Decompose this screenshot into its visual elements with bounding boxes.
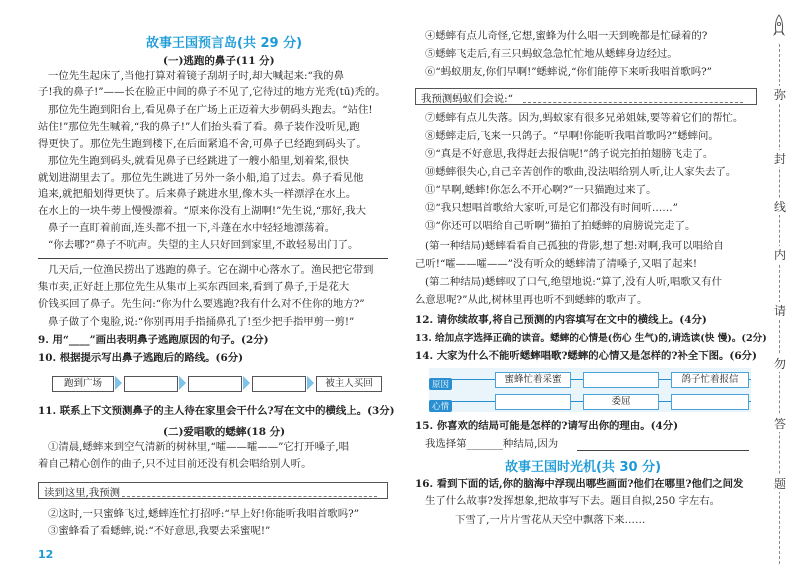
story2-line: ④蟋蟀有点儿奇怪,它想,蜜蜂为什么唱一天到晚都是忙碌着的?	[425, 30, 708, 42]
flow-end-box: 被主人买回	[316, 376, 382, 392]
question-15: 15. 你喜欢的结局可能是怎样的?请写出你的理由。(4分)	[415, 420, 679, 432]
flow-blank-box[interactable]	[188, 376, 242, 392]
flow-blank-box[interactable]	[252, 376, 306, 392]
story2-line: ⑦蟋蟀有点儿失落。因为,蚂蚁家有很多兄弟姐妹,要等着它们的帮忙。	[425, 112, 744, 124]
page-number: 12	[38, 548, 54, 561]
story1-line: 一位先生起床了,当他打算对着镜子刮胡子时,却大喊起来:“我的鼻	[48, 70, 344, 82]
question-10: 10. 根据提示写出鼻子逃跑后的路线。(6分)	[38, 352, 244, 364]
story1-line: 站住!”那位先生喊着,“我的鼻子!”人们抬头看了看。鼻子装作没听见,跑	[38, 121, 360, 133]
story2-line: ⑩蟋蟀很失心,自己辛苦创作的歌曲,没法唱给别人听,让人家失去了。	[425, 166, 737, 178]
seal-char: 答	[773, 417, 786, 431]
question-16-line: 生了什么故事?发挥想象,把故事写下去。题目自拟,250 字左右。	[425, 495, 721, 507]
story1-line: 鼻子一直盯着前面,连头都不扭一下,斗蓬在水中轻轻地漂荡着。	[48, 222, 336, 234]
question-9: 9. 用“____”画出表明鼻子逃跑原因的句子。(2分)	[38, 334, 269, 346]
story2-title: (二)爱唱歌的蟋蟀(18 分)	[163, 426, 286, 438]
mood-wronged-box: 委屈	[583, 394, 659, 410]
story2-line: 己听!“嚯——嚯——”没有听众的蟋蟀清了清嗓子,又唱了起来!	[415, 258, 698, 270]
question-16-prompt: 下雪了,一片片雪花从天空中飘落下来……	[455, 514, 646, 526]
answer-line[interactable]	[38, 258, 388, 259]
story2-line: ⑤蟋蟀飞走后,有三只蚂蚁急急忙忙地从蟋蟀身边经过。	[425, 48, 678, 60]
story2-line: ⑧蟋蟀走后,飞来一只鸽子。“早啊!你能听我唱首歌吗?”蟋蟀问。	[425, 130, 719, 142]
answer-line[interactable]	[523, 102, 743, 103]
story2-line: ①清晨,蟋蟀来到空气清新的树林里,“嚯——嚯——”它打开嗓子,唱	[48, 441, 350, 453]
story2-line: ⑬“你还可以唱给自己听啊”猫拍了拍蟋蟀的肩膀说完走了。	[425, 220, 696, 232]
arrow-icon	[243, 376, 250, 390]
reason-blank-box[interactable]	[583, 372, 659, 388]
story1-line: 那位先生跑到阳台上,看见鼻子在广场上正迈着大步朝码头跑去。“站住!	[48, 104, 373, 116]
story2-line: ⑫“我只想唱首歌给大家听,可是它们都没有时间听……”	[425, 202, 678, 214]
seal-char: 请	[773, 304, 786, 318]
seal-char: 封	[773, 152, 786, 166]
story2-line: (第一种结局)蟋蟀看看自己孤独的背影,想了想:对啊,我可以唱给自	[425, 240, 724, 252]
flow-start-box: 跑到广场	[52, 376, 114, 392]
mood-label: 心情	[429, 400, 452, 412]
prediction-prompt: 读到这里,我预测	[44, 487, 121, 499]
reason-label: 原因	[429, 378, 452, 390]
mood-blank-box[interactable]	[671, 394, 749, 410]
story2-line: ⑨“真是不好意思,我得赶去报信呢!”鸽子说完拍拍翅膀飞走了。	[425, 148, 714, 160]
story2-line: ②这时,一只蜜蜂飞过,蟋蟀连忙打招呼:“早上好!你能听我唱首歌吗?”	[48, 508, 360, 520]
story2-line: ③蜜蜂看了看蟋蟀,说:“不好意思,我要去采蜜呢!”	[48, 525, 271, 537]
rocket-icon	[772, 14, 786, 40]
story2-line: ⑥“蚂蚁朋友,你们早啊!”蟋蟀说,“你们能停下来听我唱首歌吗?”	[425, 66, 712, 78]
section-title-time-machine: 故事王国时光机(共 30 分)	[505, 460, 662, 475]
story2-line: 么意思呢?”从此,树林里再也听不到蟋蟀的歌声了。	[415, 294, 648, 306]
seal-char: 线	[773, 200, 786, 214]
arrow-icon	[115, 376, 122, 390]
question-16: 16. 看到下面的话,你的脑海中浮现出哪些画面?他们在哪里?他们之间发	[415, 478, 744, 490]
story1-line: 得更快了。那位先生跑到楼下,在后面紧追不舍,可鼻子已经跑到码头了。	[38, 138, 367, 150]
flow-blank-box[interactable]	[124, 376, 178, 392]
arrow-icon	[307, 376, 314, 390]
question-12: 12. 请你续故事,将自己预测的内容填写在文中的横线上。(4分)	[415, 314, 707, 326]
question-11: 11. 联系上下文预测鼻子的主人待在家里会干什么?写在文中的横线上。(3分)	[38, 405, 395, 417]
reason-bee-box: 蜜蜂忙着采蜜	[495, 372, 571, 388]
seal-char: 勿	[773, 357, 786, 371]
question-13: 13. 给加点字选择正确的读音。蟋蟀的心情是(伤心 生气)的,请选读(快 慢)。(2分)	[415, 333, 767, 344]
story2-line: ⑪“早啊,蟋蟀!你怎么不开心啊?”一只猫跑过来了。	[425, 184, 657, 196]
story2-line: 着自己精心创作的曲子,只不过目前还没有机会唱给别人听。	[38, 458, 312, 470]
seal-char: 弥	[773, 88, 786, 102]
seal-line-sidebar	[755, 0, 800, 575]
story1-line: 子!我的鼻子!”——长在脸正中间的鼻子不见了,它待过的地方光秃(tū)秃的。	[38, 86, 386, 98]
story1-line: 追来,就把船划得更快了。后来鼻子跳进水里,像木头一样漂浮在水上。	[38, 188, 357, 200]
story1-line: 集市卖,正好赶上那位先生从集市上买东西回来,看到了鼻子,于是花大	[38, 281, 350, 293]
question-15-prompt: 我选择第_______种结局,因为	[425, 438, 559, 450]
story1-line: 几天后,一位渔民捞出了逃跑的鼻子。它在湖中心落水了。渔民把它带到	[48, 264, 374, 276]
answer-line[interactable]	[122, 496, 377, 497]
story1-line: 那位先生跑到码头,就看见鼻子已经跳进了一艘小船里,划着桨,很快	[48, 155, 349, 167]
section-title-prediction: 故事王国预言岛(共 29 分)	[146, 36, 303, 51]
story1-title: (一)逃跑的鼻子(11 分)	[163, 55, 275, 67]
story1-line: 在水上的一块牛蒡上慢慢漂着。“原来你没有上湖啊!”先生说,“那好,我大	[38, 205, 367, 217]
story1-line: “你去哪?”鼻子不吭声。失望的主人只好回到家里,不敢轻易出门了。	[48, 239, 359, 251]
mood-blank-box[interactable]	[495, 394, 571, 410]
story1-line: 鼻子做了个鬼脸,说:“你别再用手指捅鼻孔了!至少把手指甲剪一剪!”	[48, 316, 355, 328]
question-14: 14. 大家为什么不能听蟋蟀唱歌?蟋蟀的心情又是怎样的?补全下图。(6分)	[415, 350, 757, 362]
reason-pigeon-box: 鸽子忙着报信	[671, 372, 749, 388]
story1-line: 价钱买回了鼻子。先生问:“你为什么要逃跑?我有什么对不住你的地方?”	[38, 298, 365, 310]
seal-char: 内	[773, 248, 786, 262]
ant-prediction-prompt: 我预测蚂蚁们会说:“	[421, 93, 513, 105]
seal-char: 题	[773, 477, 786, 491]
story1-line: 就划进湖里去了。那位先生跳进了另外一条小船,追了过去。鼻子看见他	[38, 172, 364, 184]
story2-line: (第二种结局)蟋蟀叹了口气,绝望地说:“算了,没有人听,唱歌又有什	[425, 276, 722, 288]
arrow-icon	[179, 376, 186, 390]
answer-line[interactable]	[577, 450, 749, 451]
